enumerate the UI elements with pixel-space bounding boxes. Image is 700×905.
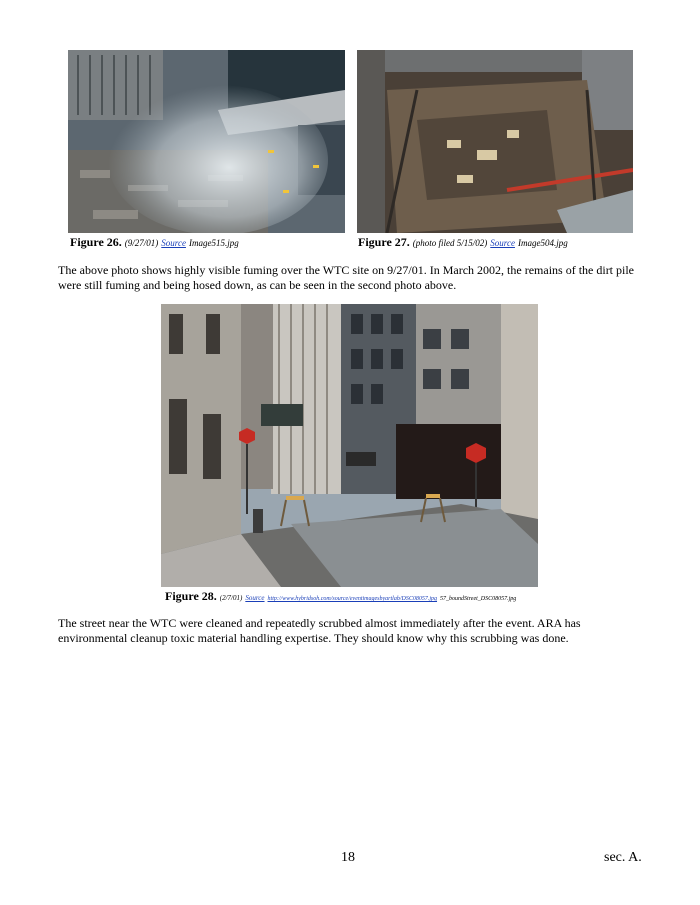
- figure-27-source-link[interactable]: Source: [490, 238, 515, 248]
- figure-26-photo: [68, 50, 345, 233]
- figure-26-label: Figure 26.: [70, 235, 122, 249]
- figure-28-date: (2/7/01): [219, 594, 243, 602]
- figure-28-caption: [165, 589, 516, 604]
- figure-28-file: 57_boundStreet_DSC08057.jpg: [440, 596, 517, 602]
- section-label: sec. A.: [604, 850, 642, 865]
- figure-28-photo: [161, 304, 538, 587]
- paragraph-fuming: The above photo shows highly visible fuming over the WTC site on 9/27/01. In March 2002, the remains of the dirt pile were still fuming and being hosed down, as can be seen in the second photo above.: [58, 263, 635, 292]
- figure-26-date: (9/27/01): [124, 238, 159, 248]
- figure-27-photo: [357, 50, 633, 233]
- figure-27-label: Figure 27.: [358, 235, 410, 249]
- figure-27-file: Image504.jpg: [517, 238, 568, 248]
- figure-26-caption: [70, 235, 239, 250]
- figure-26-source-link[interactable]: Source: [161, 238, 186, 248]
- figure-28-source-link[interactable]: Source: [245, 594, 265, 602]
- figure-28-label: Figure 28.: [165, 589, 217, 603]
- figure-27-caption: [358, 235, 568, 250]
- figure-26-file: Image515.jpg: [188, 238, 239, 248]
- figure-27-date: (photo filed 5/15/02): [412, 238, 488, 248]
- page-number: 18: [341, 850, 355, 865]
- figure-28-url-link[interactable]: http://www.hybridsoh.com/source/eventimagesbyartlab/DSC08057.jpg: [267, 596, 438, 602]
- paragraph-scrubbing: The street near the WTC were cleaned and repeatedly scrubbed almost immediately after the event. ARA has environmental cleanup toxic material handling expertise. They should know why this scrubbing was done.: [58, 616, 581, 645]
